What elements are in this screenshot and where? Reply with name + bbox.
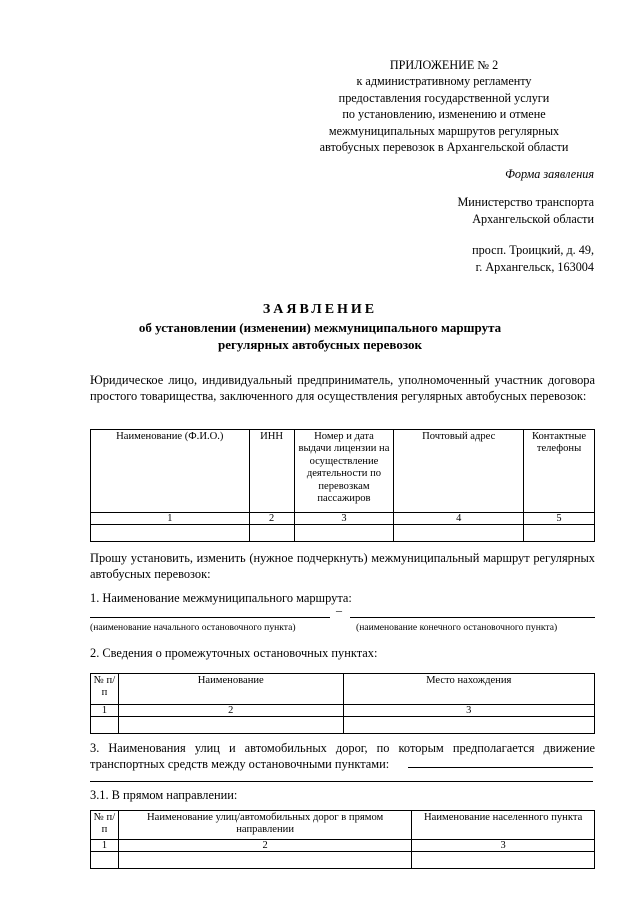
column-number: 5: [524, 513, 595, 525]
addressee-line: г. Архангельск, 163004: [475, 260, 594, 274]
table-header: ИНН: [249, 430, 294, 513]
table-cell[interactable]: [343, 717, 594, 734]
table-cell[interactable]: [412, 852, 595, 869]
column-number: 4: [394, 513, 524, 525]
annex-line: по установлению, изменению и отмене: [342, 107, 546, 122]
column-number: 2: [249, 513, 294, 525]
table-cell[interactable]: [394, 525, 524, 542]
intermediate-stops-table: [90, 673, 595, 734]
table-header: № п/п: [91, 811, 119, 840]
column-number: 1: [91, 705, 119, 717]
addressee-address: [472, 242, 594, 276]
column-number: 2: [118, 840, 411, 852]
document-title: ЗАЯВЛЕНИЕ: [262, 302, 378, 317]
table-header: Место нахождения: [343, 674, 594, 705]
caption-end-stop: (наименование конечного остановочного пункта): [356, 622, 558, 633]
annex-header: [294, 57, 594, 155]
table-header: Наименование улиц/автомобильных дорог в прямом направлении: [118, 811, 411, 840]
table-row: [91, 525, 595, 542]
table-header: Наименование: [118, 674, 343, 705]
document-subtitle: об установлении (изменении) межмуниципального маршрута: [138, 320, 502, 335]
section3-answer-line[interactable]: [408, 767, 593, 768]
request-paragraph: Прошу установить, изменить (нужное подчеркнуть) межмуниципальный маршрут регулярных автобусных перевозок:: [90, 551, 595, 581]
table-header: Почтовый адрес: [394, 430, 524, 513]
addressee-line: Министерство транспорта: [457, 195, 594, 209]
table-cell[interactable]: [524, 525, 595, 542]
annex-title: ПРИЛОЖЕНИЕ № 2: [389, 58, 499, 72]
annex-line: предоставления государственной услуги: [338, 90, 550, 105]
addressee-name: [457, 194, 594, 228]
table-cell[interactable]: [118, 717, 343, 734]
table-row: [91, 852, 595, 869]
column-number: 3: [343, 705, 594, 717]
applicant-table: [90, 429, 595, 542]
route-end-line[interactable]: [350, 617, 595, 618]
route-dash: –: [336, 603, 342, 617]
section2-title: 2. Сведения о промежуточных остановочных пунктах:: [90, 646, 378, 660]
table-header: № п/п: [91, 674, 119, 705]
table-cell[interactable]: [118, 852, 411, 869]
addressee-line: Архангельской области: [472, 212, 594, 226]
column-number: 1: [91, 840, 119, 852]
table-cell[interactable]: [91, 852, 119, 869]
table-cell[interactable]: [91, 717, 119, 734]
section1-title: 1. Наименование межмуниципального маршрута:: [90, 591, 352, 605]
table-header: Наименование населенного пункта: [412, 811, 595, 840]
table-cell[interactable]: [294, 525, 394, 542]
section31-title: 3.1. В прямом направлении:: [90, 788, 238, 802]
table-cell[interactable]: [91, 525, 250, 542]
annex-line: к административному регламенту: [356, 74, 532, 89]
forward-route-table: [90, 810, 595, 869]
addressee-line: просп. Троицкий, д. 49,: [472, 243, 594, 257]
route-start-line[interactable]: [90, 617, 330, 618]
section3-text: 3. Наименования улиц и автомобильных дорог, по которым предполагается движение транспортных средств между остановочными пунктами:: [90, 741, 595, 771]
table-header: Контактные телефоны: [524, 430, 595, 513]
table-header: Наименование (Ф.И.О.): [91, 430, 250, 513]
caption-start-stop: (наименование начального остановочного пункта): [90, 622, 296, 633]
section3-answer-line[interactable]: [90, 781, 593, 782]
column-number: 2: [118, 705, 343, 717]
annex-line: автобусных перевозок в Архангельской области: [319, 140, 569, 155]
document-subtitle: регулярных автобусных перевозок: [217, 337, 423, 352]
intro-paragraph: Юридическое лицо, индивидуальный предприниматель, уполномоченный участник договора простого товарищества, заключенного для осуществления регулярных автобусных перевозок:: [90, 373, 595, 403]
table-cell[interactable]: [249, 525, 294, 542]
table-row: [91, 717, 595, 734]
annex-line: межмуниципальных маршрутов регулярных: [328, 123, 560, 138]
table-header: Номер и дата выдачи лицензии на осуществление деятельности по перевозкам пассажиров: [294, 430, 394, 513]
form-label: Форма заявления: [505, 167, 594, 181]
column-number: 1: [91, 513, 250, 525]
column-number: 3: [294, 513, 394, 525]
column-number: 3: [412, 840, 595, 852]
